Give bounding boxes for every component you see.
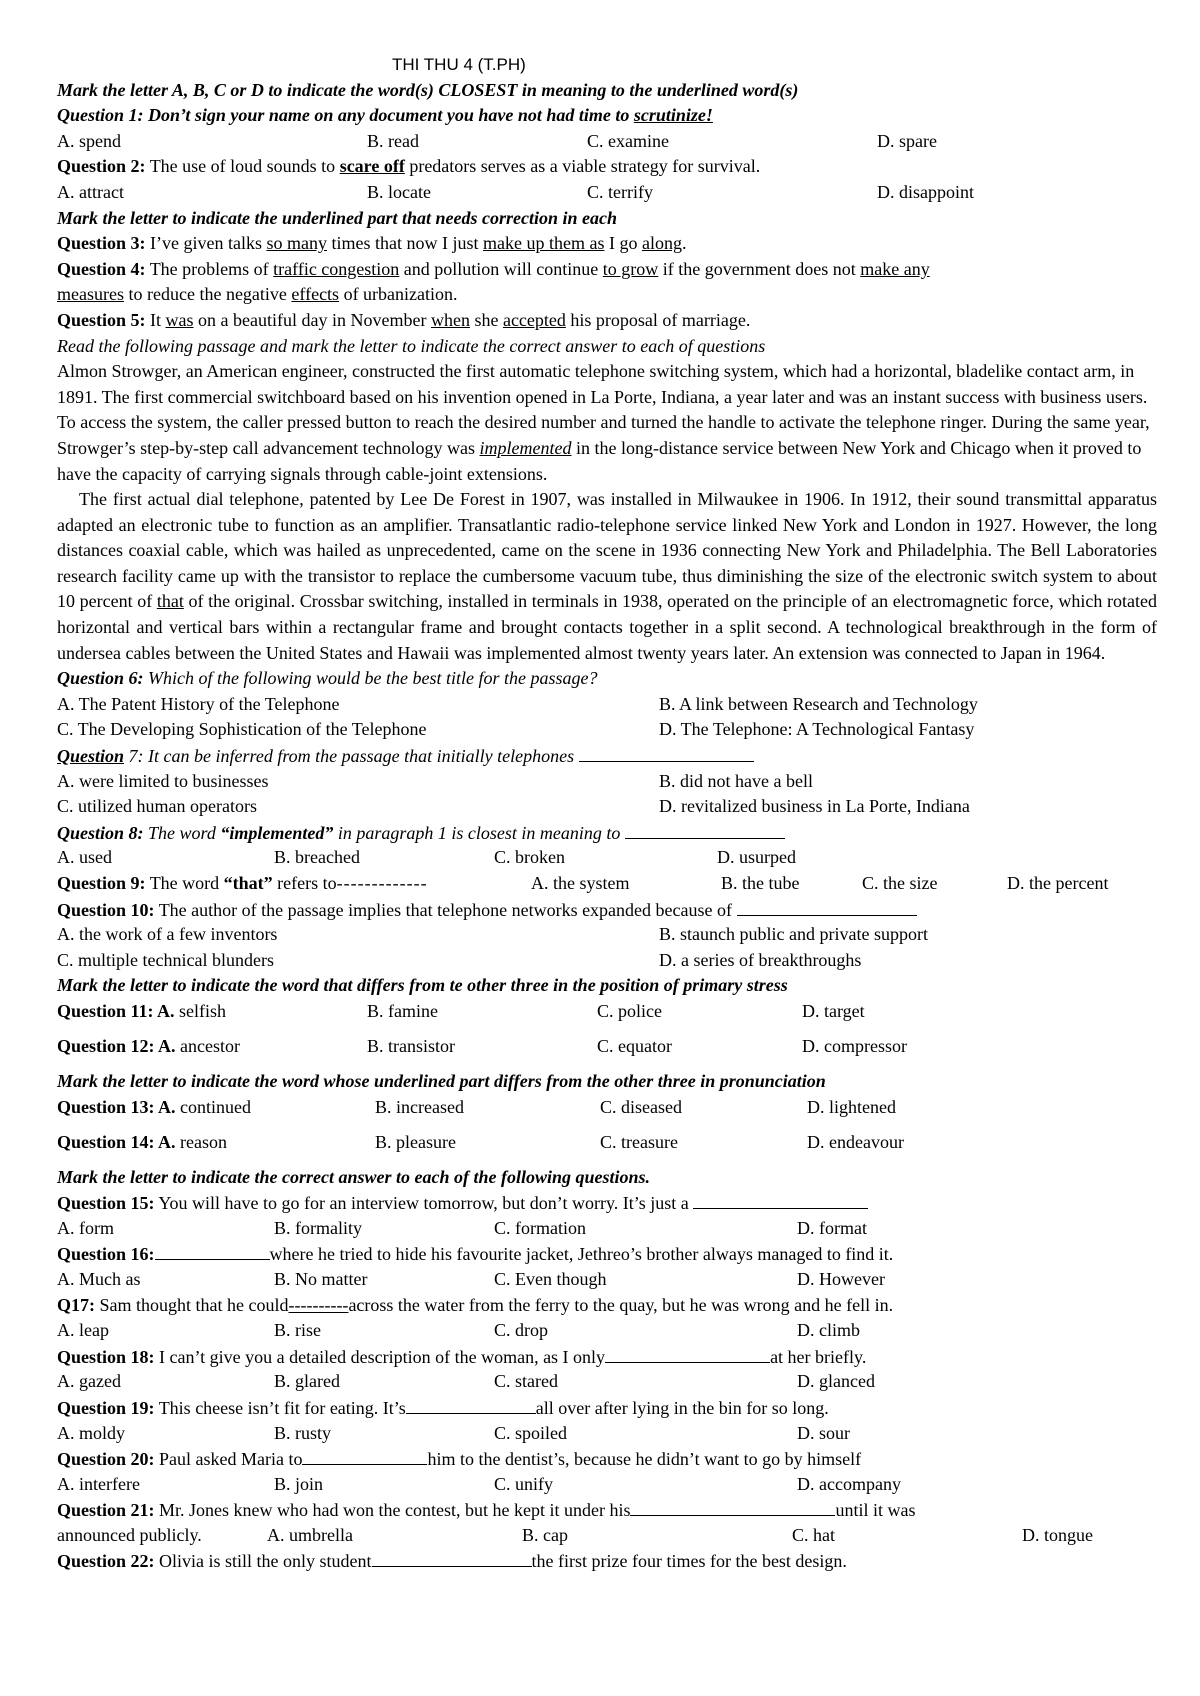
option-d[interactable]: D. endeavour [807,1131,904,1152]
option-a[interactable]: A. attract [57,181,124,202]
option-d[interactable]: D. The Telephone: A Technological Fantasy [659,719,975,740]
question-19-options [57,1421,1157,1447]
option-d[interactable]: D. disappoint [877,181,974,202]
question-4-cont: measures to reduce the negative effects of urbanization. [57,284,458,305]
option-b[interactable]: B. formality [274,1217,362,1238]
option-a[interactable]: A. gazed [57,1371,121,1392]
question-3: Question 3: I’ve given talks so many times that now I just make up them as I go along. [57,233,687,254]
answer-blank[interactable] [737,897,917,916]
option-a[interactable]: A. umbrella [267,1524,353,1545]
instruction-stress: Mark the letter to indicate the word that differs from te other three in the position of primary stress [57,975,788,996]
instruction-error-correction: Mark the letter to indicate the underlined part that needs correction in each [57,207,618,228]
option-c[interactable]: C. treasure [600,1131,678,1152]
question-10-options-ab [57,922,1157,948]
page-title: THI THU 4 (T.PH) [392,55,526,74]
question-12: Question 12: A. ancestor B. transistor C. equator D. compressor [57,1034,1157,1069]
option-b[interactable]: B. did not have a bell [659,770,813,791]
question-2-options [57,180,1157,206]
option-a[interactable]: continued [175,1096,252,1117]
question-1-options [57,129,1157,155]
option-c[interactable]: C. examine [587,130,669,151]
option-b[interactable]: B. rise [274,1320,321,1341]
instruction-pronunciation: Mark the letter to indicate the word whose underlined part differs from the other three in pronunciation [57,1070,826,1091]
option-c[interactable]: C. Even though [494,1268,607,1289]
instruction-reading: Read the following passage and mark the letter to indicate the correct answer to each of questions [57,335,766,356]
question-5: Question 5: It was on a beautiful day in November when she accepted his proposal of marriage. [57,309,751,330]
question-11: Question 11: A. selfish B. famine C. police D. target [57,999,1157,1034]
question-19: Question 19: This cheese isn’t fit for eating. It’s all over after lying in the bin for so long. [57,1395,1157,1421]
option-c[interactable]: C. broken [494,847,565,868]
option-c[interactable]: C. multiple technical blunders [57,949,274,970]
question-10: Question 10: The author of the passage implies that telephone networks expanded because of [57,897,1157,923]
answer-blank[interactable] [693,1190,868,1209]
question-4: Question 4: The problems of traffic congestion and pollution will continue to grow if the government does not make any [57,258,930,279]
option-a[interactable]: A. spend [57,130,121,151]
option-c[interactable]: C. stared [494,1371,558,1392]
option-c[interactable]: C. equator [597,1035,672,1056]
option-a[interactable]: A. interfere [57,1473,140,1494]
option-a[interactable]: A. used [57,847,112,868]
question-20-options [57,1472,1157,1498]
question-18: Question 18: I can’t give you a detailed description of the woman, as I only at her briefly. [57,1344,1157,1370]
question-21-options: announced publicly. A. umbrella B. cap C. hat D. tongue [57,1523,1157,1549]
question-8: Question 8: The word “implemented” in paragraph 1 is closest in meaning to [57,820,1157,846]
question-17: Q17: Sam thought that he could----------across the water from the ferry to the quay, but he was wrong and he fell in. [57,1294,894,1315]
question-18-options [57,1369,1157,1395]
option-d[interactable]: D. the percent [1007,873,1109,893]
question-16: Question 16: where he tried to hide his favourite jacket, Jethreo’s brother always managed to find it. [57,1241,1157,1267]
question-2: Question 2: The use of loud sounds to scare off predators serves as a viable strategy for survival. [57,156,761,177]
option-b[interactable]: B. No matter [274,1268,368,1289]
option-a[interactable]: reason [175,1131,228,1152]
passage-paragraph-2: The first actual dial telephone, patented by Lee De Forest in 1907, was installed in Milwaukee in 1906. In 1912, their sound transmittal apparatus adapted an electronic tube to function as an amplifier. Transatlantic radio-telephone service linked New York and London in 1927. However, the long distances coaxial cable, which was hailed as unprecedented, came on the scene in 1936 connecting New York and Philadelphia. The Bell Laboratories research facility came up with the transistor to replace the cumbersome vacuum tube, thus diminishing the size of the electronic switch system to about 10 percent of that of the original. Crossbar switching, installed in terminals in 1938, operated on the principle of an electromagnetic force, which rotated horizontal and vertical bars within a rectangular frame and brought contacts together in a split second. A technological breakthrough in the form of undersea cables between the United States and Hawaii was implemented almost twenty years later. An extension was connected to Japan in 1964. [57,489,1157,663]
instruction-synonyms: Mark the letter A, B, C or D to indicate the word(s) CLOSEST in meaning to the underlined word(s) [57,79,799,100]
question-13: Question 13: A. continued B. increased C. diseased D. lightened [57,1095,1157,1130]
option-d[interactable]: D. format [797,1217,867,1238]
option-b[interactable]: B. join [274,1473,324,1494]
option-a[interactable]: A. form [57,1217,114,1238]
option-b[interactable]: B. transistor [367,1035,455,1056]
question-10-options-cd [57,948,1157,974]
option-d[interactable]: D. lightened [807,1096,896,1117]
option-b[interactable]: B. rusty [274,1422,332,1443]
question-7-options-ab [57,769,1157,795]
passage-paragraph-1: Almon Strowger, an American engineer, constructed the first automatic telephone switching system, which had a horizontal, bladelike contact arm, in 1891. The first commercial switchboard based on his invention opened in La Porte, Indiana, a year later and was an instant success with business users. To access the system, the caller pressed button to reach the desired number and turned the handle to activate the telephone ringer. During the same year, Strowger’s step-by-step call advancement technology was implemented in the long-distance service between New York and Chicago when it proved to have the capacity of carrying signals through cable-joint extensions. [57,361,1150,484]
option-b[interactable]: B. increased [375,1096,464,1117]
option-d[interactable]: D. tongue [1022,1524,1093,1545]
answer-blank[interactable] [302,1446,427,1465]
question-16-options [57,1267,1157,1293]
option-c[interactable]: C. diseased [600,1096,682,1117]
instruction-multiple-choice: Mark the letter to indicate the correct answer to each of the following questions. [57,1166,651,1187]
option-c[interactable]: C. utilized human operators [57,796,257,817]
option-c[interactable]: C. the size [862,873,938,893]
question-6: Question 6: Which of the following would be the best title for the passage? [57,668,598,689]
option-b[interactable]: B. read [367,130,419,151]
option-d[interactable]: D. glanced [797,1371,875,1392]
answer-blank[interactable] [579,743,754,762]
option-b[interactable]: B. A link between Research and Technology [659,693,978,714]
option-d[interactable]: D. revitalized business in La Porte, Indiana [659,796,970,817]
option-d[interactable]: D. a series of breakthroughs [659,949,862,970]
option-c[interactable]: C. drop [494,1320,548,1341]
option-a[interactable]: A. The Patent History of the Telephone [57,693,340,714]
answer-blank[interactable] [372,1548,532,1567]
option-c[interactable]: C. hat [792,1524,835,1545]
option-a[interactable]: A. the system [531,873,630,893]
option-d[interactable]: D. usurped [717,847,796,868]
question-1: Question 1: Don’t sign your name on any document you have not had time to scrutinize! [57,105,713,126]
option-d[interactable]: D. accompany [797,1473,901,1494]
option-a[interactable]: A. were limited to businesses [57,770,269,791]
option-a[interactable]: ancestor [175,1035,240,1056]
option-c[interactable]: C. terrify [587,181,653,202]
option-d[interactable]: D. spare [877,130,937,151]
question-9: Question 9: The word “that” refers to------------- A. the system B. the tube C. the size D. the percent [57,871,1157,897]
option-b[interactable]: B. breached [274,847,360,868]
option-b[interactable]: B. the tube [721,873,800,893]
question-22: Question 22: Olivia is still the only student the first prize four times for the best design. [57,1548,1157,1574]
answer-blank[interactable] [605,1344,770,1363]
option-d[interactable]: D. compressor [802,1035,907,1056]
option-b[interactable]: B. staunch public and private support [659,924,928,945]
question-21: Question 21: Mr. Jones knew who had won the contest, but he kept it under his until it was [57,1497,1157,1523]
option-a[interactable]: A. leap [57,1320,109,1341]
option-b[interactable]: B. famine [367,1000,438,1021]
question-15-options [57,1216,1157,1242]
option-a[interactable]: A. the work of a few inventors [57,924,278,945]
option-d[interactable]: D. climb [797,1320,860,1341]
option-a[interactable]: selfish [174,1000,227,1021]
question-20: Question 20: Paul asked Maria to him to the dentist’s, because he didn’t want to go by himself [57,1446,1157,1472]
question-17-options [57,1318,1157,1344]
option-d[interactable]: D. However [797,1268,885,1289]
option-a[interactable]: A. Much as [57,1268,141,1289]
option-d[interactable]: D. target [802,1000,865,1021]
question-6-options-ab [57,692,1157,718]
option-a[interactable]: A. moldy [57,1422,126,1443]
option-c[interactable]: C. formation [494,1217,586,1238]
exam-page [57,52,1157,1574]
option-b[interactable]: B. cap [522,1524,568,1545]
option-b[interactable]: B. glared [274,1371,340,1392]
option-d[interactable]: D. sour [797,1422,850,1443]
option-c[interactable]: C. unify [494,1473,554,1494]
question-8-options [57,845,1157,871]
question-7-options-cd [57,794,1157,820]
option-b[interactable]: B. pleasure [375,1131,456,1152]
question-7: Question 7: It can be inferred from the passage that initially telephones [57,743,1157,769]
option-b[interactable]: B. locate [367,181,431,202]
question-6-options-cd [57,717,1157,743]
answer-blank[interactable] [625,820,785,839]
option-c[interactable]: C. police [597,1000,662,1021]
answer-blank[interactable] [630,1497,835,1516]
answer-blank[interactable] [406,1395,536,1414]
question-14: Question 14: A. reason B. pleasure C. treasure D. endeavour [57,1130,1157,1165]
question-15: Question 15: You will have to go for an interview tomorrow, but don’t worry. It’s just a [57,1190,1157,1216]
option-c[interactable]: C. spoiled [494,1422,568,1443]
answer-blank[interactable] [155,1241,270,1260]
option-c[interactable]: C. The Developing Sophistication of the Telephone [57,719,427,740]
